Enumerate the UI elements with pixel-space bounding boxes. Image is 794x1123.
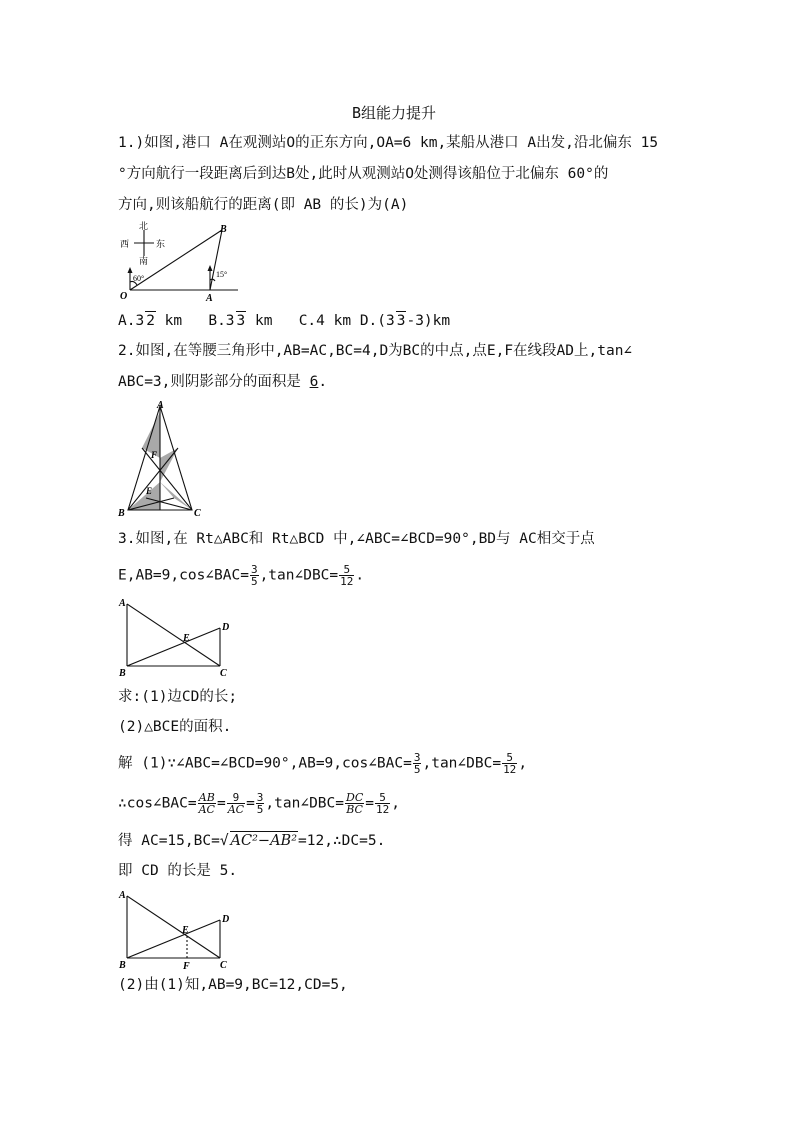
q1-label-B: B [220,224,227,235]
q1-line1: 1.)如图,港口 A在观测站O的正东方向,OA=6 km,某船从港口 A出发,沿北偏东 15 [118,135,659,151]
q1-label-angle60: 60° [133,274,145,283]
q3s-line-bd [127,920,220,958]
q3s-label-D: D [222,914,230,925]
q3-ask1: 求:(1)边CD的长; [118,689,238,705]
q2-figure [116,398,208,522]
q3-solution-line2: ∴cos∠BAC= $\frac{AB}{AC}$ = $\frac{9}{AC}$ = $\frac{3}{5}$ ,tan∠DBC= $\frac{DC}{BC}$ = $\frac{5}{12}$ , [118,791,400,816]
q3-line-bd [127,628,220,666]
q3s-label-A: A [119,890,126,901]
q1-ab-line [210,230,222,290]
q3-solution-line4: 即 CD 的长是 5. [118,863,238,879]
q3s-label-F: F [183,961,190,972]
q3-figure [116,594,238,680]
q3-label-D: D [222,622,230,633]
q3-label-B: B [119,668,126,679]
q1-line3: 方向,则该船航行的距离(即 AB 的长)为(A) [118,197,409,213]
q3s-label-E: E [182,925,189,936]
q3-solution-line1: 解 (1)∵∠ABC=∠BCD=90°,AB=9,cos∠BAC= $\frac{3}{5}$ ,tan∠DBC= $\frac{5}{12}$ , [118,751,528,776]
q1-label-angle15: 15° [216,270,228,279]
q2-shade-upper-right [160,448,178,482]
q2-label-E: E [146,486,153,496]
q1-options [118,311,450,330]
q1-option-d: D.(3 3-3)km [359,313,451,329]
q1-o-arrowhead-icon [128,267,133,273]
q3-line-ac [127,604,220,666]
q3-solution-line5: (2)由(1)知,AB=9,BC=12,CD=5, [118,977,348,993]
q2-answer: 6 [309,374,319,390]
q3s-label-B: B [119,960,126,971]
q2-line2: ABC=3,则阴影部分的面积是 6. [118,374,328,390]
q1-option-a: A.3 2 km [118,313,183,329]
q3-label-A: A [119,598,126,609]
q3s-line-ac [127,896,220,958]
q3-label-E: E [183,633,190,644]
q3-label-C: C [220,668,227,679]
q1-label-O: O [120,291,128,302]
q1-option-b: B.3 3 km [208,313,273,329]
q3-ask2: (2)△BCE的面积. [118,719,232,735]
q1-label-A: A [206,293,213,304]
q3-solution-figure [116,886,238,972]
q2-label-C: C [194,508,201,519]
q1-label-west: 西 [120,239,130,249]
section-title: B组能力提升 [352,104,437,122]
q1-a-arrowhead-icon [208,265,213,271]
q2-line1: 2.如图,在等腰三角形中,AB=AC,BC=4,D为BC的中点,点E,F在线段AD上,tan∠ [118,343,633,359]
q1-label-east: 东 [156,239,166,249]
q2-label-A: A [157,400,164,411]
q1-line2: °方向航行一段距离后到达B处,此时从观测站O处测得该船位于北偏东 60°的 [118,166,609,182]
q1-label-south: 南 [139,256,149,266]
q1-figure [116,220,246,306]
q2-label-B: B [118,508,125,519]
q1-label-north: 北 [139,221,149,231]
q1-option-c: C.4 km [298,313,352,329]
q3s-label-C: C [220,960,227,971]
q3-line1: 3.如图,在 Rt△ABC和 Rt△BCD 中,∠ABC=∠BCD=90°,BD与 AC相交于点 [118,531,595,547]
q2-label-F: F [151,450,158,460]
q3-solution-line3: 得 AC=15,BC=√ AC²−AB²=12,∴DC=5. [118,833,386,849]
q3-line2: E,AB=9,cos∠BAC= $\frac{3}{5}$ ,tan∠DBC= $\frac{5}{12}$ . [118,563,365,588]
